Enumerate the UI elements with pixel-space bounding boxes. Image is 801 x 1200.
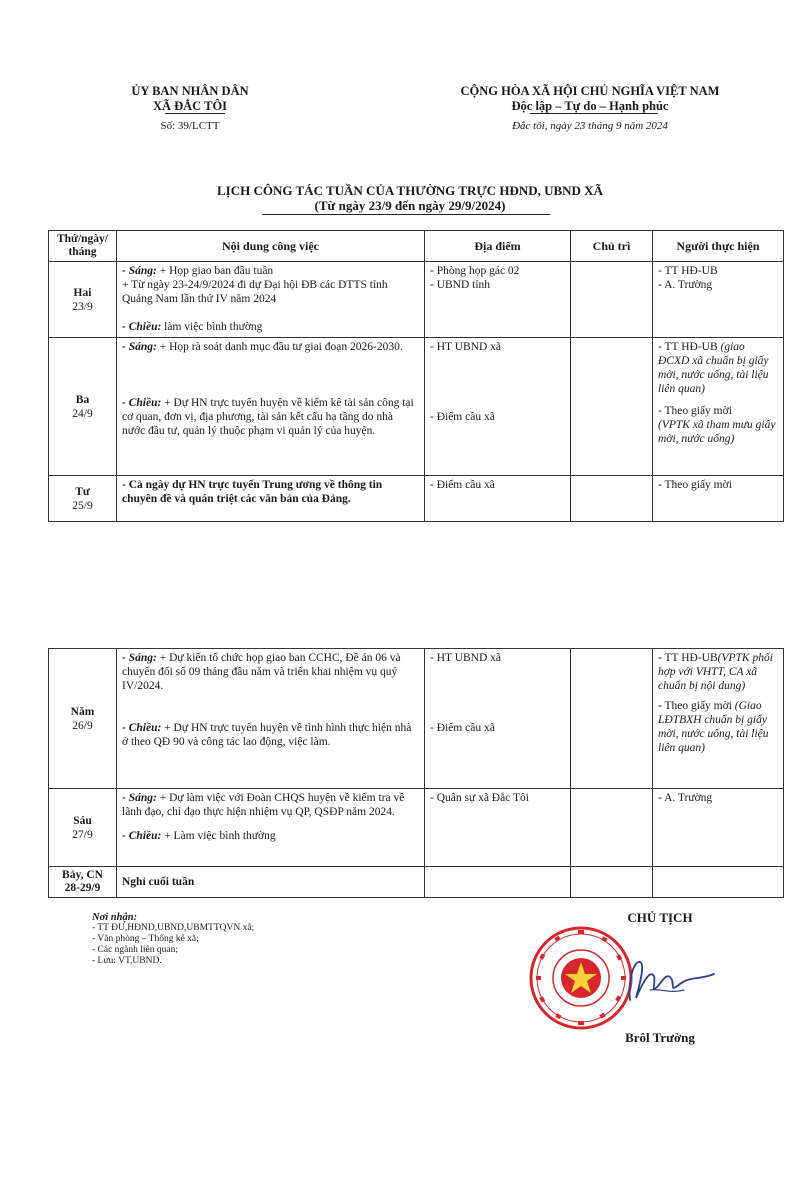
afternoon-label: - Chiều: xyxy=(122,722,162,734)
morning-text: + Dự làm việc với Đoàn CHQS huyện về kiểm tra về lãnh đạo, chỉ đạo thực hiện nhiệm vụ QP, QSĐP năm 2024. xyxy=(122,792,405,818)
recipients-block xyxy=(92,912,332,967)
day-name: Bảy, CN xyxy=(62,869,103,881)
table-header-row xyxy=(49,231,784,262)
afternoon-label: - Chiều: xyxy=(122,830,162,842)
recipient-item: - Các ngành liên quan; xyxy=(92,945,179,955)
table-row xyxy=(49,476,784,522)
chair-cell xyxy=(571,789,653,867)
col-content-header: Nội dung công việc xyxy=(117,231,425,262)
day-cell xyxy=(49,476,117,522)
document-title xyxy=(150,183,670,213)
content-cell: Nghỉ cuối tuần xyxy=(117,867,425,898)
title-line1: LỊCH CÔNG TÁC TUẦN CỦA THƯỜNG TRỰC HĐND, UBND XÃ xyxy=(217,183,603,198)
chair-cell xyxy=(571,262,653,338)
issuer-underline xyxy=(165,113,225,114)
morning-label: - Sáng: xyxy=(122,792,157,804)
executor-1: - Theo giấy mời xyxy=(658,479,732,491)
recipient-item: - TT ĐU,HĐND,UBND,UBMTTQVN xã; xyxy=(92,923,255,933)
day-date: 26/9 xyxy=(72,719,93,732)
day-date: 23/9 xyxy=(72,300,93,313)
day-date: 25/9 xyxy=(72,499,93,512)
org-line1: ỦY BAN NHÂN DÂN xyxy=(131,84,249,98)
location-2: - Điểm cầu xã xyxy=(430,722,495,734)
day-name: Tư xyxy=(75,485,90,498)
executor-cell xyxy=(653,262,784,338)
location-cell xyxy=(425,476,571,522)
day-date: 27/9 xyxy=(72,828,93,841)
morning-text: + Dự kiến tổ chức họp giao ban CCHC, Đề án 06 và chuyển đổi số 09 tháng đầu năm và triển khai nhiệm vụ quý IV/2024. xyxy=(122,652,401,692)
location-cell xyxy=(425,262,571,338)
executor-2: - A. Trường xyxy=(658,279,713,291)
executor-1-note: (VPTK phối hợp với VHTT, CA xã chuẩn bị nội dung) xyxy=(658,652,773,692)
content-cell xyxy=(117,649,425,789)
table-row xyxy=(49,789,784,867)
chair-title: CHỦ TỊCH xyxy=(627,910,693,925)
morning-text-2: + Từ ngày 23-24/9/2024 đi dự Đại hội ĐB các DTTS tỉnh Quảng Nam lần thứ IV năm 2024 xyxy=(122,279,388,305)
chair-cell xyxy=(571,338,653,476)
location-cell xyxy=(425,649,571,789)
day-name: Sáu xyxy=(73,814,92,827)
location-1: - HT UBND xã xyxy=(430,652,502,664)
location-cell xyxy=(425,867,571,898)
executor-2: - Theo giấy mời xyxy=(658,700,735,712)
executor-2-note: (Giao LĐTBXH chuẩn bị giấy mời, nước uống, tài liệu liên quan) xyxy=(658,700,769,754)
executor-cell xyxy=(653,649,784,789)
afternoon-label: - Chiều: xyxy=(122,397,162,409)
recipient-item: - Lưu: VT,UBND. xyxy=(92,956,162,966)
executor-1-note: (giao ĐCXD xã chuẩn bị giấy mời, nước uống, tài liệu liên quan) xyxy=(658,341,769,395)
org-line2: XÃ ĐẮC TÔI xyxy=(152,99,228,113)
schedule-table-part2 xyxy=(48,648,784,898)
afternoon-text: làm việc bình thường xyxy=(161,321,263,333)
location-1: - HT UBND xã xyxy=(430,341,502,353)
location-2: - UBND tỉnh xyxy=(430,279,491,291)
afternoon-label: - Chiều: xyxy=(122,321,162,333)
day-date: 28-29/9 xyxy=(64,882,101,894)
morning-label: - Sáng: xyxy=(122,341,157,353)
day-cell xyxy=(49,789,117,867)
signature xyxy=(610,950,720,1010)
content-cell xyxy=(117,338,425,476)
morning-text: + Họp giao ban đầu tuần xyxy=(156,265,274,277)
location-1: - Điểm cầu xã xyxy=(430,479,495,491)
day-name: Hai xyxy=(73,286,92,299)
recipients-title: Nơi nhận: xyxy=(92,912,138,923)
motto-underline xyxy=(530,113,658,114)
afternoon-text: + Dự HN trực tuyến huyện về kiểm kê tài sản công tại cơ quan, đơn vị, địa phương, tài sản kết cấu hạ tầng do nhà nước đầu tư, quản lý thuộc phạm vi quản lý của huyện. xyxy=(122,397,414,437)
issuer-block xyxy=(100,84,280,134)
chair-cell xyxy=(571,476,653,522)
executor-1: - TT HĐ-UB xyxy=(658,341,721,353)
content-cell xyxy=(117,789,425,867)
executor-1: - TT HĐ-UB xyxy=(658,265,718,277)
chair-cell xyxy=(571,649,653,789)
title-line2: (Từ ngày 23/9 đến ngày 29/9/2024) xyxy=(314,198,506,213)
day-cell xyxy=(49,338,117,476)
day-cell xyxy=(49,867,117,898)
location-2: - Điểm cầu xã xyxy=(430,411,495,423)
doc-number: Số: 39/LCTT xyxy=(160,120,220,132)
table-row xyxy=(49,262,784,338)
chair-cell xyxy=(571,867,653,898)
signer-name: Brôl Trường xyxy=(625,1030,695,1045)
location-cell xyxy=(425,338,571,476)
nation-block xyxy=(420,84,760,134)
executor-cell xyxy=(653,338,784,476)
executor-cell xyxy=(653,867,784,898)
afternoon-text: + Dự HN trực tuyến huyện về tình hình thực hiện nhà ở theo QĐ 90 và công tác lao động, việc làm. xyxy=(122,722,412,748)
col-day-header: Thứ/ngày/ tháng xyxy=(49,231,117,262)
col-chair-header: Chủ trì xyxy=(571,231,653,262)
day-cell xyxy=(49,649,117,789)
afternoon-text: + Làm việc bình thường xyxy=(161,830,276,842)
morning-label: - Sáng: xyxy=(122,265,157,277)
day-name: Năm xyxy=(70,705,95,718)
executor-cell xyxy=(653,789,784,867)
place-date: Đắc tôi, ngày 23 tháng 9 năm 2024 xyxy=(512,120,668,132)
executor-cell xyxy=(653,476,784,522)
nation-title: CỘNG HÒA XÃ HỘI CHỦ NGHĨA VIỆT NAM xyxy=(460,84,720,98)
executor-1: - TT HĐ-UB xyxy=(658,652,718,664)
schedule-table-part1 xyxy=(48,230,784,522)
table-row xyxy=(49,338,784,476)
location-cell xyxy=(425,789,571,867)
morning-label: - Sáng: xyxy=(122,652,157,664)
col-executor-header: Người thực hiện xyxy=(653,231,784,262)
executor-1: - A. Trường xyxy=(658,792,713,804)
title-underline xyxy=(262,214,550,215)
day-cell xyxy=(49,262,117,338)
day-date: 24/9 xyxy=(72,407,93,420)
executor-2: - Theo giấy mời xyxy=(658,405,732,417)
location-1: - Quân sự xã Đắc Tôi xyxy=(430,792,529,804)
col-location-header: Địa điểm xyxy=(425,231,571,262)
table-row xyxy=(49,649,784,789)
content-cell: - Cả ngày dự HN trực tuyến Trung ương về thông tin chuyên đề và quán triệt các văn bản của Đảng. xyxy=(117,476,425,522)
motto: Độc lập – Tự do – Hạnh phúc xyxy=(511,99,669,113)
day-name: Ba xyxy=(75,393,90,406)
content-cell xyxy=(117,262,425,338)
recipient-item: - Văn phòng – Thống kê xã; xyxy=(92,934,199,944)
table-row xyxy=(49,867,784,898)
morning-text: + Họp rà soát danh mục đầu tư giai đoạn 2026-2030. xyxy=(156,341,403,353)
location-1: - Phòng họp gác 02 xyxy=(430,265,520,277)
executor-2-note: (VPTK xã tham mưu giấy mời, nước uống) xyxy=(658,419,776,445)
